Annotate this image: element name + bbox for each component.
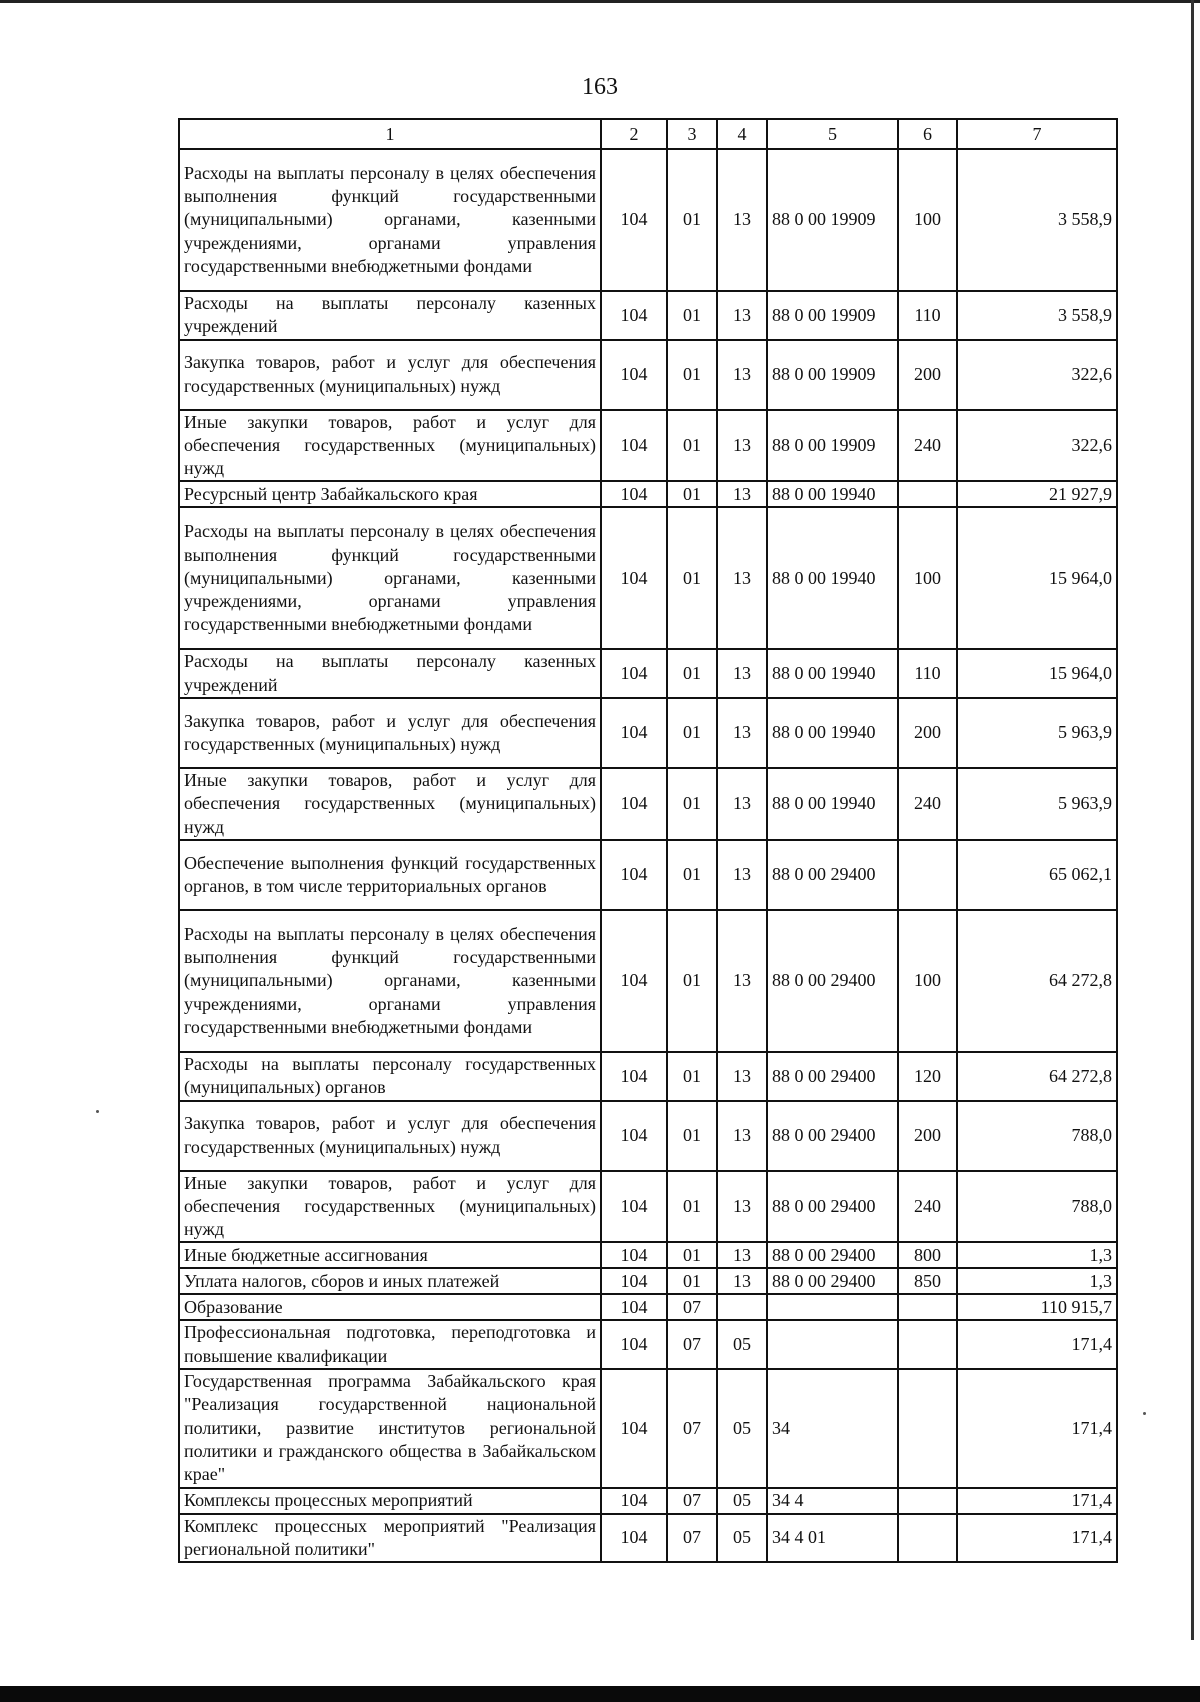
cell-csr-code: 88 0 00 19909 (767, 291, 898, 340)
cell-csr-code: 88 0 00 19940 (767, 649, 898, 698)
row-name: Расходы на выплаты персоналу в целях обеспечения выполнения функций государственными (муниципальными) органами, казенными учреждениями, органами управления государственными внебюджетными фондами (179, 507, 601, 649)
row-name: Расходы на выплаты персоналу государственных (муниципальных) органов (179, 1052, 601, 1101)
cell-csr-code (767, 1320, 898, 1369)
cell-amount: 788,0 (957, 1101, 1117, 1171)
cell-amount: 171,4 (957, 1320, 1117, 1369)
table-row (179, 1488, 1117, 1514)
cell-col3: 01 (667, 698, 717, 768)
budget-table (178, 118, 1118, 1563)
table-row (179, 340, 1117, 410)
cell-col2: 104 (601, 1488, 667, 1514)
cell-col4: 13 (717, 910, 767, 1052)
cell-col3: 01 (667, 649, 717, 698)
cell-col4: 13 (717, 1268, 767, 1294)
cell-col2: 104 (601, 291, 667, 340)
cell-expense-type: 100 (898, 910, 957, 1052)
cell-csr-code: 34 4 (767, 1488, 898, 1514)
cell-expense-type (898, 1320, 957, 1369)
cell-col2: 104 (601, 1294, 667, 1320)
row-name: Государственная программа Забайкальского края "Реализация государственной национальной политики, развитие институтов региональной политики и гражданского общества в Забайкальском крае" (179, 1369, 601, 1487)
cell-csr-code: 34 4 01 (767, 1514, 898, 1563)
cell-col3: 01 (667, 507, 717, 649)
cell-csr-code: 88 0 00 29400 (767, 1101, 898, 1171)
cell-col2: 104 (601, 1514, 667, 1563)
cell-col2: 104 (601, 507, 667, 649)
cell-col4: 13 (717, 291, 767, 340)
row-name: Иные закупки товаров, работ и услуг для обеспечения государственных (муниципальных) нужд (179, 1171, 601, 1243)
cell-col4: 13 (717, 1242, 767, 1268)
cell-csr-code: 88 0 00 29400 (767, 1242, 898, 1268)
header-cell: 7 (957, 119, 1117, 149)
cell-amount: 788,0 (957, 1171, 1117, 1243)
cell-expense-type (898, 1294, 957, 1320)
cell-expense-type: 240 (898, 410, 957, 482)
cell-col4 (717, 1294, 767, 1320)
row-name: Иные закупки товаров, работ и услуг для обеспечения государственных (муниципальных) нужд (179, 410, 601, 482)
cell-amount: 64 272,8 (957, 1052, 1117, 1101)
cell-col3: 07 (667, 1488, 717, 1514)
row-name: Расходы на выплаты персоналу казенных учреждений (179, 649, 601, 698)
cell-col2: 104 (601, 1052, 667, 1101)
cell-col3: 01 (667, 481, 717, 507)
cell-col3: 01 (667, 1242, 717, 1268)
cell-amount: 171,4 (957, 1514, 1117, 1563)
cell-csr-code: 88 0 00 29400 (767, 840, 898, 910)
cell-amount: 171,4 (957, 1488, 1117, 1514)
cell-col2: 104 (601, 1101, 667, 1171)
cell-csr-code: 88 0 00 19940 (767, 768, 898, 840)
cell-col4: 05 (717, 1320, 767, 1369)
scan-edge-right (1191, 0, 1194, 1640)
cell-col3: 07 (667, 1320, 717, 1369)
table-row (179, 1268, 1117, 1294)
cell-col4: 13 (717, 507, 767, 649)
cell-csr-code: 88 0 00 29400 (767, 1268, 898, 1294)
cell-col2: 104 (601, 149, 667, 291)
cell-col3: 01 (667, 149, 717, 291)
cell-expense-type: 800 (898, 1242, 957, 1268)
cell-col2: 104 (601, 1268, 667, 1294)
cell-csr-code: 88 0 00 29400 (767, 1171, 898, 1243)
table-row (179, 410, 1117, 482)
header-cell: 5 (767, 119, 898, 149)
cell-col2: 104 (601, 1242, 667, 1268)
cell-col2: 104 (601, 1369, 667, 1487)
cell-col4: 13 (717, 481, 767, 507)
table-row (179, 481, 1117, 507)
cell-csr-code: 88 0 00 19909 (767, 149, 898, 291)
scan-edge-bottom (0, 1686, 1200, 1702)
cell-csr-code: 88 0 00 29400 (767, 1052, 898, 1101)
table-row (179, 149, 1117, 291)
cell-col3: 01 (667, 910, 717, 1052)
table-row (179, 1294, 1117, 1320)
cell-expense-type (898, 1514, 957, 1563)
cell-col3: 01 (667, 1052, 717, 1101)
cell-col3: 01 (667, 291, 717, 340)
cell-csr-code: 88 0 00 19940 (767, 481, 898, 507)
cell-col2: 104 (601, 698, 667, 768)
table-row (179, 698, 1117, 768)
cell-amount: 5 963,9 (957, 768, 1117, 840)
scan-speck (96, 1110, 99, 1113)
header-cell: 4 (717, 119, 767, 149)
cell-amount: 322,6 (957, 410, 1117, 482)
table-row (179, 1101, 1117, 1171)
cell-col4: 13 (717, 698, 767, 768)
table-row (179, 1242, 1117, 1268)
cell-amount: 3 558,9 (957, 291, 1117, 340)
cell-col4: 05 (717, 1514, 767, 1563)
cell-expense-type: 240 (898, 1171, 957, 1243)
row-name: Ресурсный центр Забайкальского края (179, 481, 601, 507)
cell-expense-type: 850 (898, 1268, 957, 1294)
cell-col3: 07 (667, 1369, 717, 1487)
cell-col4: 13 (717, 149, 767, 291)
cell-col4: 13 (717, 768, 767, 840)
table-row (179, 649, 1117, 698)
page-number: 163 (582, 74, 618, 100)
cell-col4: 13 (717, 410, 767, 482)
cell-col4: 05 (717, 1369, 767, 1487)
cell-csr-code (767, 1294, 898, 1320)
cell-col2: 104 (601, 1171, 667, 1243)
table-row (179, 1052, 1117, 1101)
cell-expense-type: 100 (898, 149, 957, 291)
row-name: Расходы на выплаты персоналу в целях обеспечения выполнения функций государственными (муниципальными) органами, казенными учреждениями, органами управления государственными внебюджетными фондами (179, 149, 601, 291)
cell-expense-type: 200 (898, 340, 957, 410)
cell-amount: 5 963,9 (957, 698, 1117, 768)
cell-col3: 01 (667, 1171, 717, 1243)
cell-amount: 65 062,1 (957, 840, 1117, 910)
cell-expense-type: 240 (898, 768, 957, 840)
cell-csr-code: 88 0 00 19909 (767, 410, 898, 482)
cell-amount: 322,6 (957, 340, 1117, 410)
header-cell: 3 (667, 119, 717, 149)
row-name: Образование (179, 1294, 601, 1320)
table-row (179, 840, 1117, 910)
cell-amount: 21 927,9 (957, 481, 1117, 507)
scan-speck (1143, 1412, 1146, 1415)
table-row (179, 291, 1117, 340)
table-header-row (179, 119, 1117, 149)
table-row (179, 1369, 1117, 1487)
cell-col3: 07 (667, 1294, 717, 1320)
cell-expense-type: 100 (898, 507, 957, 649)
cell-csr-code: 88 0 00 19940 (767, 698, 898, 768)
header-cell: 2 (601, 119, 667, 149)
cell-col4: 13 (717, 340, 767, 410)
table-row (179, 910, 1117, 1052)
cell-amount: 110 915,7 (957, 1294, 1117, 1320)
header-cell: 6 (898, 119, 957, 149)
cell-col2: 104 (601, 410, 667, 482)
cell-expense-type (898, 1369, 957, 1487)
cell-col3: 01 (667, 768, 717, 840)
cell-csr-code: 88 0 00 19940 (767, 507, 898, 649)
cell-amount: 1,3 (957, 1242, 1117, 1268)
cell-col4: 13 (717, 1052, 767, 1101)
cell-col3: 01 (667, 1268, 717, 1294)
row-name: Комплекс процессных мероприятий "Реализация региональной политики" (179, 1514, 601, 1563)
cell-expense-type (898, 481, 957, 507)
cell-expense-type: 110 (898, 291, 957, 340)
cell-col3: 01 (667, 1101, 717, 1171)
table-row (179, 507, 1117, 649)
cell-col2: 104 (601, 340, 667, 410)
cell-col4: 13 (717, 1171, 767, 1243)
table-row (179, 1171, 1117, 1243)
cell-amount: 15 964,0 (957, 649, 1117, 698)
cell-expense-type (898, 1488, 957, 1514)
cell-col3: 01 (667, 840, 717, 910)
cell-expense-type: 200 (898, 698, 957, 768)
row-name: Комплексы процессных мероприятий (179, 1488, 601, 1514)
row-name: Расходы на выплаты персоналу казенных учреждений (179, 291, 601, 340)
cell-col3: 01 (667, 340, 717, 410)
cell-col4: 13 (717, 1101, 767, 1171)
row-name: Расходы на выплаты персоналу в целях обеспечения выполнения функций государственными (муниципальными) органами, казенными учреждениями, органами управления государственными внебюджетными фондами (179, 910, 601, 1052)
cell-col3: 07 (667, 1514, 717, 1563)
cell-csr-code: 88 0 00 29400 (767, 910, 898, 1052)
cell-amount: 1,3 (957, 1268, 1117, 1294)
row-name: Закупка товаров, работ и услуг для обеспечения государственных (муниципальных) нужд (179, 698, 601, 768)
row-name: Закупка товаров, работ и услуг для обеспечения государственных (муниципальных) нужд (179, 1101, 601, 1171)
cell-amount: 15 964,0 (957, 507, 1117, 649)
cell-expense-type (898, 840, 957, 910)
cell-csr-code: 34 (767, 1369, 898, 1487)
cell-expense-type: 110 (898, 649, 957, 698)
cell-amount: 171,4 (957, 1369, 1117, 1487)
header-cell: 1 (179, 119, 601, 149)
cell-col2: 104 (601, 1320, 667, 1369)
table-row (179, 768, 1117, 840)
table-row (179, 1320, 1117, 1369)
cell-col4: 13 (717, 840, 767, 910)
cell-col2: 104 (601, 481, 667, 507)
cell-amount: 64 272,8 (957, 910, 1117, 1052)
cell-expense-type: 120 (898, 1052, 957, 1101)
row-name: Закупка товаров, работ и услуг для обеспечения государственных (муниципальных) нужд (179, 340, 601, 410)
row-name: Обеспечение выполнения функций государственных органов, в том числе территориальных органов (179, 840, 601, 910)
cell-col2: 104 (601, 768, 667, 840)
row-name: Иные закупки товаров, работ и услуг для обеспечения государственных (муниципальных) нужд (179, 768, 601, 840)
cell-col2: 104 (601, 840, 667, 910)
cell-amount: 3 558,9 (957, 149, 1117, 291)
cell-col2: 104 (601, 910, 667, 1052)
cell-expense-type: 200 (898, 1101, 957, 1171)
table-row (179, 1514, 1117, 1563)
row-name: Профессиональная подготовка, переподготовка и повышение квалификации (179, 1320, 601, 1369)
cell-col2: 104 (601, 649, 667, 698)
cell-csr-code: 88 0 00 19909 (767, 340, 898, 410)
cell-col4: 13 (717, 649, 767, 698)
row-name: Уплата налогов, сборов и иных платежей (179, 1268, 601, 1294)
cell-col3: 01 (667, 410, 717, 482)
row-name: Иные бюджетные ассигнования (179, 1242, 601, 1268)
scan-edge-top (0, 0, 1200, 3)
cell-col4: 05 (717, 1488, 767, 1514)
